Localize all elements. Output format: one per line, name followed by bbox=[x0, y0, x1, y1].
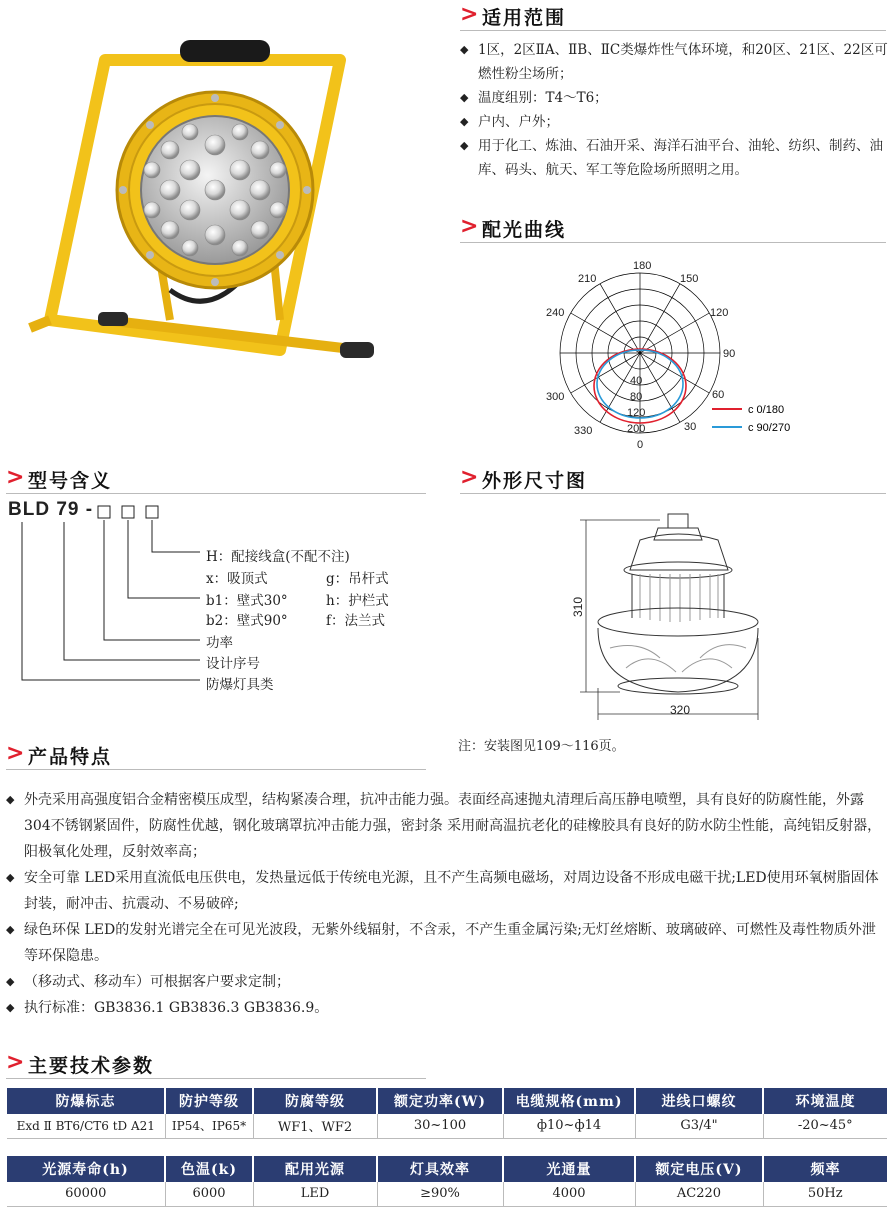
model-line-g: g：吊杆式 bbox=[326, 571, 389, 587]
section-arrow-icon: > bbox=[460, 465, 479, 490]
dimension-width: 320 bbox=[670, 703, 691, 717]
model-title: 型号含义 bbox=[28, 470, 113, 492]
scope-item: ◆ 户内、户外； bbox=[460, 110, 888, 134]
model-line-hh: h：护栏式 bbox=[326, 593, 389, 609]
feature-item: ◆ 绿色环保 LED的发射光谱完全在可见光波段，无紫外线辐射，不含汞，不产生重金属污染;无灯丝熔断、玻璃破碎、可燃性及毒性物质外泄等环保隐患。 bbox=[6, 917, 886, 969]
feature-item: ◆ 外壳采用高强度铝合金精密模压成型，结构紧凑合理，抗冲击能力强。表面经高速抛丸清理后高压静电喷塑，具有良好的防腐性能，外露304不锈钢紧固件，防腐性优越，钢化玻璃罩抗冲击能力强，密封条 采用耐高温抗老化的硅橡胶具有良好的防水防尘性能，高纯铝反射器，阳极氧化处理，反射效率高； bbox=[6, 787, 886, 865]
table-header: 配用光源 bbox=[253, 1156, 377, 1182]
section-arrow-icon: > bbox=[6, 465, 25, 490]
table-cell: Exd Ⅱ BT6/CT6 tD A21 bbox=[7, 1114, 165, 1138]
radial-label: 120 bbox=[627, 407, 646, 419]
scope-item: ◆ 1区，2区ⅡA、ⅡB、ⅡC类爆炸性气体环境，和20区、21区、22区可燃性粉尘场所； bbox=[460, 38, 888, 86]
model-line-b2: b2：壁式90° bbox=[206, 613, 288, 629]
table-header: 电缆规格(mm) bbox=[503, 1088, 635, 1114]
table-header: 防护等级 bbox=[165, 1088, 253, 1114]
table-header: 进线口螺纹 bbox=[635, 1088, 763, 1114]
table-cell: 30~100 bbox=[377, 1114, 503, 1138]
scope-list bbox=[460, 38, 888, 182]
table-header: 额定功率(W) bbox=[377, 1088, 503, 1114]
divider bbox=[460, 30, 886, 31]
section-arrow-icon: > bbox=[6, 1050, 25, 1075]
dimension-title: 外形尺寸图 bbox=[482, 470, 588, 492]
model-line-power: 功率 bbox=[206, 635, 233, 651]
feature-item: ◆ 安全可靠 LED采用直流低电压供电，发热量远低于传统电光源，且不产生高频电磁场，对周边设备不形成电磁干扰;LED使用环氧树脂固体封装，耐冲击、抗震动、不易破碎; bbox=[6, 865, 886, 917]
table-cell: 4000 bbox=[503, 1182, 635, 1206]
table-cell: LED bbox=[253, 1182, 377, 1206]
scope-title: 适用范围 bbox=[482, 7, 567, 29]
features-title: 产品特点 bbox=[28, 746, 113, 768]
angle-label: 60 bbox=[712, 389, 725, 401]
legend-label: c 90/270 bbox=[748, 422, 791, 434]
spec-table-2 bbox=[7, 1156, 887, 1207]
model-code: BLD 79 - bbox=[8, 499, 94, 520]
angle-label: 0 bbox=[637, 439, 644, 451]
angle-label: 300 bbox=[546, 391, 565, 403]
curve-title: 配光曲线 bbox=[482, 219, 567, 241]
table-row bbox=[7, 1114, 887, 1138]
table-cell: G3/4" bbox=[635, 1114, 763, 1138]
dimension-drawing bbox=[560, 508, 800, 723]
divider bbox=[460, 493, 886, 494]
dimension-height: 310 bbox=[571, 596, 586, 618]
angle-label: 90 bbox=[723, 348, 736, 360]
table-header: 防腐等级 bbox=[253, 1088, 377, 1114]
angle-label: 30 bbox=[684, 421, 697, 433]
divider bbox=[6, 493, 426, 494]
features-header bbox=[6, 741, 426, 771]
scope-header bbox=[460, 2, 886, 32]
table-row bbox=[7, 1182, 887, 1206]
params-header bbox=[6, 1050, 426, 1080]
angle-label: 180 bbox=[633, 260, 652, 272]
params-title: 主要技术参数 bbox=[28, 1055, 155, 1077]
radial-label: 200 bbox=[627, 423, 646, 435]
model-line-h: H：配接线盒(不配不注) bbox=[206, 549, 350, 565]
table-cell: 60000 bbox=[7, 1182, 165, 1206]
table-cell: WF1、WF2 bbox=[253, 1114, 377, 1138]
polar-chart bbox=[540, 256, 830, 452]
angle-label: 330 bbox=[574, 425, 593, 437]
scope-item: ◆ 温度组别：T4～T6； bbox=[460, 86, 888, 110]
table-cell: AC220 bbox=[635, 1182, 763, 1206]
angle-label: 210 bbox=[578, 273, 597, 285]
product-image bbox=[10, 20, 410, 400]
table-cell: 6000 bbox=[165, 1182, 253, 1206]
table-header: 光源寿命(h) bbox=[7, 1156, 165, 1182]
angle-label: 240 bbox=[546, 307, 565, 319]
spec-table-1 bbox=[7, 1088, 887, 1139]
divider bbox=[6, 1078, 426, 1079]
table-cell: ≥90% bbox=[377, 1182, 503, 1206]
section-arrow-icon: > bbox=[460, 2, 479, 27]
table-header-row bbox=[7, 1156, 887, 1182]
dimension-note: 注：安装图见109～116页。 bbox=[458, 739, 625, 754]
feature-item: ◆ 执行标准：GB3836.1 GB3836.3 GB3836.9。 bbox=[6, 995, 886, 1021]
table-header-row bbox=[7, 1088, 887, 1114]
table-header: 频率 bbox=[763, 1156, 887, 1182]
table-header: 额定电压(V) bbox=[635, 1156, 763, 1182]
model-line-b1: b1：壁式30° bbox=[206, 593, 288, 609]
legend-label: c 0/180 bbox=[748, 404, 785, 416]
divider bbox=[6, 769, 426, 770]
features-list bbox=[6, 787, 886, 1021]
section-arrow-icon: > bbox=[6, 741, 25, 766]
scope-item: ◆ 用于化工、炼油、石油开采、海洋石油平台、油轮、纺织、制药、油库、码头、航天、军工等危险场所照明之用。 bbox=[460, 134, 888, 182]
model-line-f: f：法兰式 bbox=[326, 613, 385, 629]
table-cell: IP54、IP65* bbox=[165, 1114, 253, 1138]
feature-item: ◆ （移动式、移动车）可根据客户要求定制； bbox=[6, 969, 886, 995]
curve-header bbox=[460, 214, 886, 244]
table-cell: 50Hz bbox=[763, 1182, 887, 1206]
angle-label: 120 bbox=[710, 307, 729, 319]
table-header: 光通量 bbox=[503, 1156, 635, 1182]
table-header: 环境温度 bbox=[763, 1088, 887, 1114]
model-line-class: 防爆灯具类 bbox=[206, 677, 274, 693]
table-header: 色温(k) bbox=[165, 1156, 253, 1182]
model-header bbox=[6, 465, 426, 495]
model-line-x: x：吸顶式 bbox=[206, 571, 268, 587]
dimension-header bbox=[460, 465, 886, 495]
radial-label: 40 bbox=[630, 375, 643, 387]
table-cell: -20~45° bbox=[763, 1114, 887, 1138]
model-line-design: 设计序号 bbox=[206, 656, 260, 672]
section-arrow-icon: > bbox=[460, 214, 479, 239]
table-header: 防爆标志 bbox=[7, 1088, 165, 1114]
divider bbox=[460, 242, 886, 243]
table-header: 灯具效率 bbox=[377, 1156, 503, 1182]
table-cell: ф10~ф14 bbox=[503, 1114, 635, 1138]
radial-label: 80 bbox=[630, 391, 643, 403]
angle-label: 150 bbox=[680, 273, 699, 285]
